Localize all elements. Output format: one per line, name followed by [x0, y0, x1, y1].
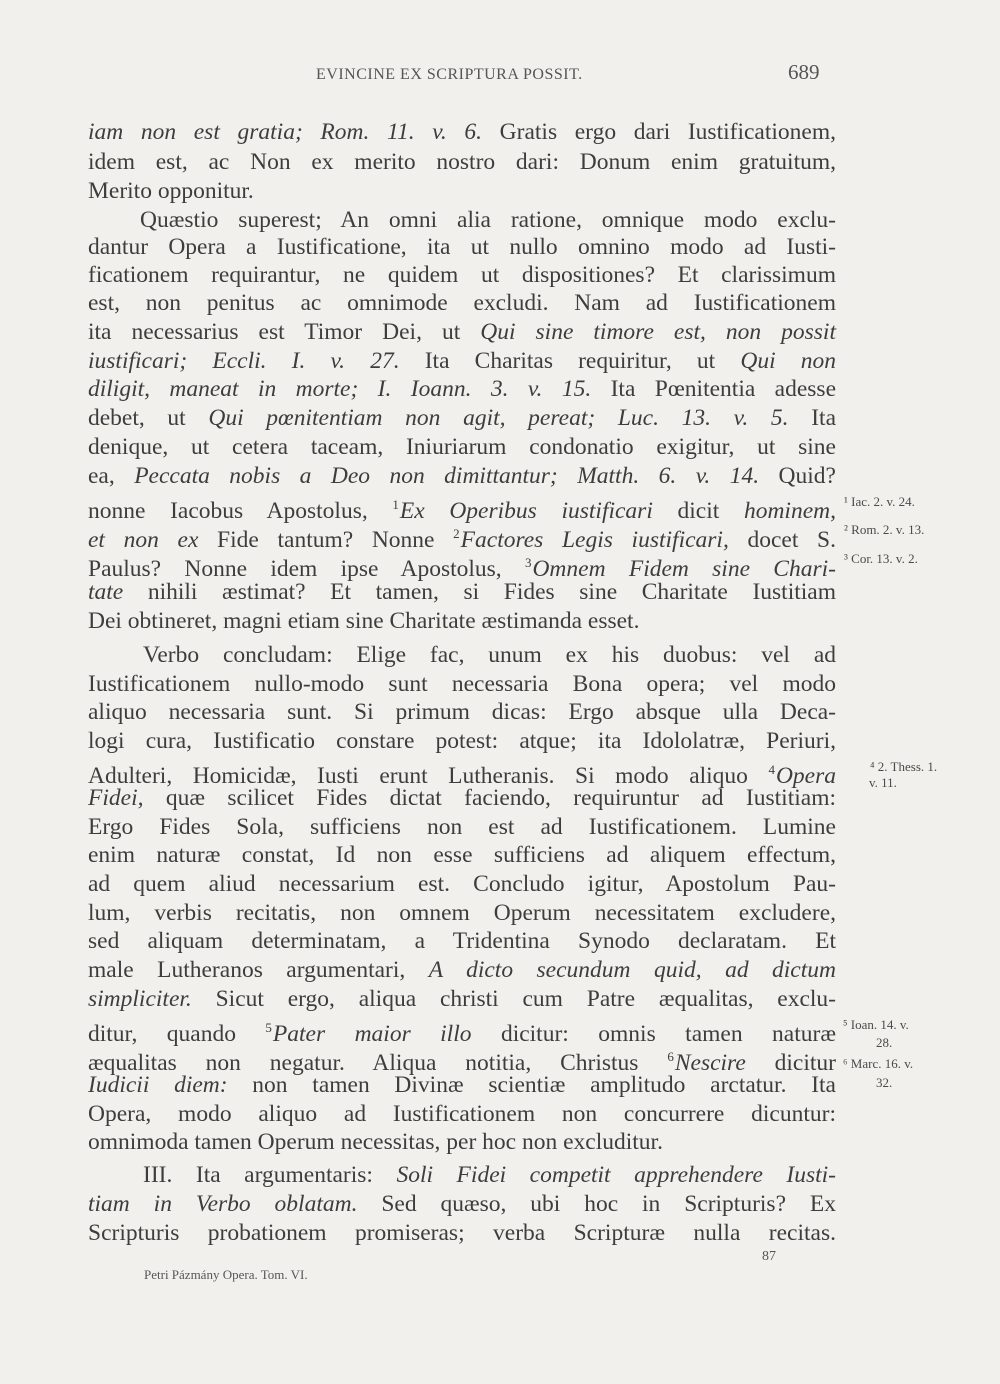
- text-line: denique, ut cetera taceam, Iniuriarum condonatio exigitur, ut sine: [88, 434, 836, 460]
- text-line: sed aliquam determinatam, a Tridentina Synodo declaratam. Et: [88, 928, 836, 954]
- text-line: male Lutheranos argumentari, A dicto secundum quid, ad dictum: [88, 957, 836, 983]
- margin-reference: 28.: [876, 1035, 893, 1050]
- text-line: Adulteri, Homicidæ, Iusti erunt Lutheranis. Si modo aliquo $^4$Opera: [88, 762, 836, 789]
- margin-reference: v. 11.: [869, 775, 897, 790]
- margin-reference: ⁶ Marc. 16. v.: [843, 1056, 914, 1071]
- margin-reference: ² Rom. 2. v. 13.: [844, 522, 925, 537]
- text-line: aliquo necessaria sunt. Si primum dicas: Ergo absque ulla Deca-: [88, 699, 836, 725]
- footer-signature: Petri Pázmány Opera. Tom. VI.: [144, 1267, 308, 1282]
- running-title: EVINCINE EX SCRIPTURA POSSIT.: [316, 66, 583, 83]
- text-line: diligit, maneat in morte; I. Ioann. 3. v. 15. Ita Pœnitentia adesse: [88, 376, 837, 402]
- text-line: Iudicii diem: non tamen Divinæ scientiæ amplitudo arctatur. Ita: [88, 1072, 836, 1098]
- text-line: ficationem requirantur, ne quidem ut dispositiones? Et clarissimum: [88, 262, 836, 288]
- text-line: Ergo Fides Sola, sufficiens non est ad Iustificationem. Lumine: [88, 814, 836, 840]
- text-line: ad quem aliud necessarium est. Concludo igitur, Apostolum Pau-: [88, 871, 836, 897]
- margin-reference: ¹ Iac. 2. v. 24.: [844, 494, 915, 509]
- text-line: æqualitas non negatur. Aliqua notitia, Christus $^6$Nescire dicitur: [88, 1049, 836, 1076]
- text-line: ditur, quando $^5$Pater maior illo dicitur: omnis tamen naturæ: [88, 1020, 836, 1047]
- text-line: Opera, modo aliquo ad Iustificationem non concurrere dicuntur:: [88, 1101, 836, 1127]
- text-line: iam non est gratia; Rom. 11. v. 6. Gratis ergo dari Iustificationem,: [88, 119, 836, 145]
- text-line: enim naturæ constat, Id non esse sufficiens ad aliquem effectum,: [88, 842, 836, 868]
- text-line: Paulus? Nonne idem ipse Apostolus, $^3$Omnem Fidem sine Chari-: [88, 555, 836, 582]
- text-line: debet, ut Qui pœnitentiam non agit, pereat; Luc. 13. v. 5. Ita: [88, 405, 836, 431]
- text-line: Fidei, quæ scilicet Fides dictat faciendo, requiruntur ad Iustitiam:: [88, 785, 836, 811]
- text-line: III. Ita argumentaris: Soli Fidei competit apprehendere Iusti-: [143, 1162, 836, 1188]
- margin-reference: ⁵ Ioan. 14. v.: [843, 1017, 909, 1032]
- text-line: nonne Iacobus Apostolus, $^1$Ex Operibus iustificari dicit hominem,: [88, 497, 836, 524]
- text-line: logi cura, Iustificatio constare potest: atque; ita Idololatræ, Periuri,: [88, 728, 836, 754]
- text-line: dantur Opera a Iustificatione, ita ut nullo omnino modo ad Iusti-: [88, 234, 836, 260]
- text-line: tiam in Verbo oblatam. Sed quæso, ubi hoc in Scripturis? Ex: [88, 1191, 836, 1217]
- text-line: est, non penitus ac omnimode excludi. Nam ad Iustificationem: [88, 290, 836, 316]
- text-line: omnimoda tamen Operum necessitas, per hoc non excluditur.: [88, 1129, 663, 1155]
- text-line: Verbo concludam: Elige fac, unum ex his duobus: vel ad: [143, 642, 836, 668]
- text-line: simpliciter. Sicut ergo, aliqua christi cum Patre æqualitas, exclu-: [88, 986, 836, 1012]
- text-line: lum, verbis recitatis, non omnem Operum necessitatem excludere,: [88, 900, 836, 926]
- margin-reference: 32.: [876, 1075, 893, 1090]
- text-line: Merito opponitur.: [88, 178, 254, 204]
- text-line: et non ex Fide tantum? Nonne $^2$Factores Legis iustificari, docet S.: [88, 526, 836, 553]
- margin-reference: ⁴ 2. Thess. 1.: [870, 759, 938, 774]
- text-line: Iustificationem nullo-modo sunt necessaria Bona opera; vel modo: [88, 671, 836, 697]
- text-line: ea, Peccata nobis a Deo non dimittantur; Matth. 6. v. 14. Quid?: [88, 463, 836, 489]
- printer-signature-number: 87: [762, 1249, 776, 1264]
- margin-reference: ³ Cor. 13. v. 2.: [844, 551, 918, 566]
- text-line: Quæstio superest; An omni alia ratione, omnique modo exclu-: [140, 207, 836, 233]
- text-line: tate nihili æstimat? Et tamen, si Fides sine Charitate Iustitiam: [88, 579, 836, 605]
- text-line: Dei obtineret, magni etiam sine Charitate æstimanda esset.: [88, 608, 640, 634]
- text-line: iustificari; Eccli. I. v. 27. Ita Charitas requiritur, ut Qui non: [88, 348, 837, 374]
- text-line: Scripturis probationem promiseras; verba Scripturæ nulla recitas.: [88, 1220, 836, 1246]
- text-line: idem est, ac Non ex merito nostro dari: Donum enim gratuitum,: [88, 149, 836, 175]
- page-number: 689: [788, 60, 820, 84]
- text-line: ita necessarius est Timor Dei, ut Qui sine timore est, non possit: [88, 319, 836, 345]
